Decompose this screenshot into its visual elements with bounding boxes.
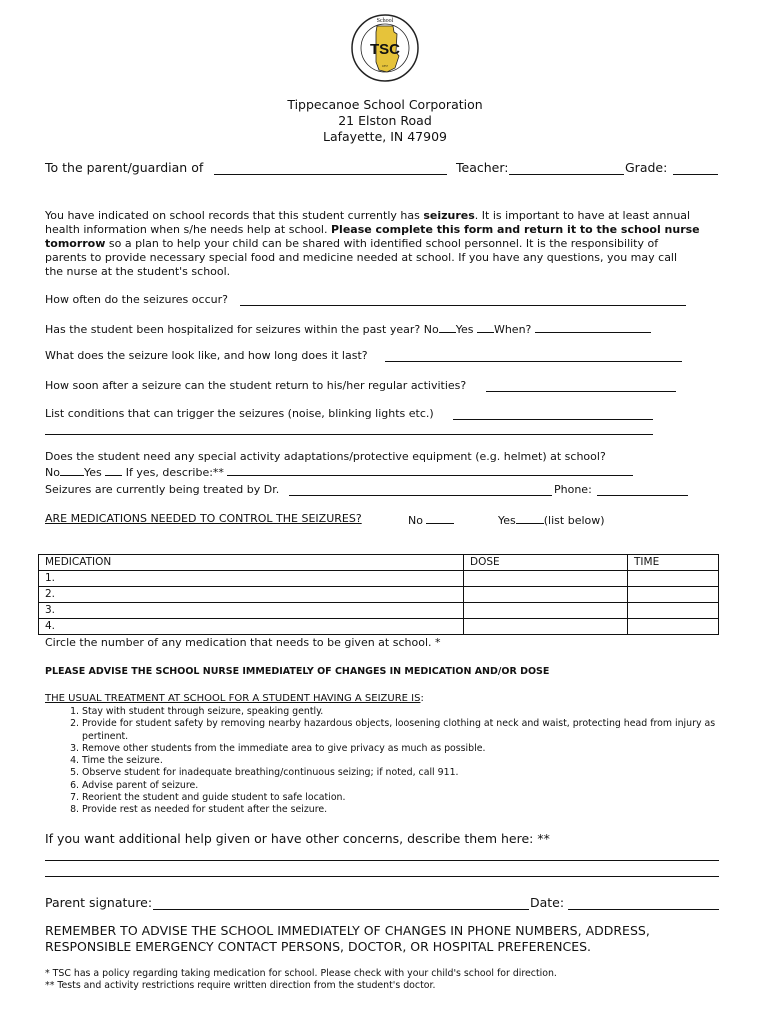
table-row[interactable] — [39, 603, 719, 619]
intro-line-3: tomorrow so a plan to help your child can be shared with identified school personnel. It is the responsibility of — [45, 237, 659, 250]
question-triggers: List conditions that can trigger the seizures (noise, blinking lights etc.) — [45, 407, 434, 420]
doctor-phone-label: Phone: — [554, 483, 592, 496]
time-cell[interactable] — [628, 603, 719, 619]
list-item: 4. Time the seizure. — [82, 755, 722, 767]
additional-help-field-1[interactable] — [45, 860, 719, 861]
list-item: 3. Remove other students from the immediate area to give privacy as much as possible. — [82, 743, 722, 755]
time-cell[interactable] — [628, 571, 719, 587]
medication-header: MEDICATION — [39, 555, 464, 571]
medications-no-blank[interactable] — [426, 512, 454, 524]
dose-header: DOSE — [464, 555, 628, 571]
grade-label: Grade: — [625, 160, 668, 175]
table-header-row — [39, 555, 719, 571]
time-cell[interactable] — [628, 619, 719, 635]
svg-text:1857: 1857 — [382, 64, 388, 68]
intro-line-1: You have indicated on school records that this student currently has seizures. It is important to have at least annual — [45, 209, 691, 222]
doctor-name-field[interactable] — [289, 495, 552, 496]
medication-note: Circle the number of any medication that needs to be given at school. * — [45, 636, 441, 649]
question-adaptations: Does the student need any special activity adaptations/protective equipment (e.g. helmet) at school? — [45, 450, 606, 463]
remember-line-2: RESPONSIBLE EMERGENCY CONTACT PERSONS, DOCTOR, OR HOSPITAL PREFERENCES. — [45, 939, 591, 954]
adaptations-no-blank[interactable] — [60, 464, 84, 476]
dose-cell[interactable] — [464, 571, 628, 587]
signature-date-label: Date: — [530, 895, 565, 910]
medication-cell[interactable]: 1. — [39, 571, 464, 587]
teacher-label: Teacher: — [456, 160, 509, 175]
parent-signature-label: Parent signature: — [45, 895, 153, 910]
question-hospitalized: Has the student been hospitalized for seizures within the past year? No Yes When? — [45, 321, 651, 336]
org-address: 21 Elston Road — [338, 113, 432, 128]
logo-initials: TSC — [370, 41, 400, 58]
list-item: 1. Stay with student through seizure, speaking gently. — [82, 706, 722, 718]
question-return-activities: How soon after a seizure can the student return to his/her regular activities? — [45, 379, 467, 392]
svg-text:School: School — [376, 18, 394, 24]
dose-cell[interactable] — [464, 603, 628, 619]
hospitalized-when-field[interactable] — [535, 321, 651, 333]
list-item: 2. Provide for student safety by removing nearby hazardous objects, loosening clothing at neck and waist, protecting head from injury as pertinent. — [82, 718, 722, 743]
parent-guardian-label: To the parent/guardian of — [45, 160, 204, 175]
list-item: 8. Provide rest as needed for student after the seizure. — [82, 804, 722, 816]
seizure-description-field[interactable] — [385, 361, 682, 362]
medications-yes: Yes (list below) — [498, 514, 605, 527]
medications-no: No — [408, 512, 454, 527]
question-seizure-frequency: How often do the seizures occur? — [45, 293, 228, 306]
grade-field[interactable] — [673, 174, 718, 175]
table-row[interactable] — [39, 571, 719, 587]
advise-nurse-notice: PLEASE ADVISE THE SCHOOL NURSE IMMEDIATELY OF CHANGES IN MEDICATION AND/OR DOSE — [45, 666, 550, 677]
hospitalized-no-blank[interactable] — [439, 321, 456, 333]
treating-doctor-label: Seizures are currently being treated by Dr. — [45, 483, 280, 496]
org-name: Tippecanoe School Corporation — [287, 97, 483, 112]
list-item: 7. Reorient the student and guide student to safe location. — [82, 792, 722, 804]
question-seizure-description: What does the seizure look like, and how long does it last? — [45, 349, 368, 362]
dose-cell[interactable] — [464, 587, 628, 603]
intro-line-4: parents to provide necessary special food and medicine needed at school. If you have any questions, you may call — [45, 251, 678, 264]
medications-needed-question: ARE MEDICATIONS NEEDED TO CONTROL THE SEIZURES? — [45, 512, 362, 525]
org-city: Lafayette, IN 47909 — [323, 129, 447, 144]
intro-line-2: health information when s/he needs help at school. Please complete this form and return it to the school nurse — [45, 223, 700, 236]
return-activities-field[interactable] — [486, 391, 676, 392]
list-item: 5. Observe student for inadequate breathing/continuous seizing; if noted, call 911. — [82, 767, 722, 779]
intro-line-5: the nurse at the student's school. — [45, 265, 231, 278]
medication-table — [38, 554, 719, 635]
adaptations-describe-field[interactable] — [227, 464, 633, 476]
time-cell[interactable] — [628, 587, 719, 603]
table-row[interactable] — [39, 587, 719, 603]
remember-line-1: REMEMBER TO ADVISE THE SCHOOL IMMEDIATELY OF CHANGES IN PHONE NUMBERS, ADDRESS, — [45, 923, 650, 938]
triggers-field-2[interactable] — [45, 434, 653, 435]
treatment-heading: THE USUAL TREATMENT AT SCHOOL FOR A STUDENT HAVING A SEIZURE IS: — [45, 693, 424, 704]
signature-date-field[interactable] — [568, 909, 719, 910]
dose-cell[interactable] — [464, 619, 628, 635]
footnote-1: * TSC has a policy regarding taking medication for school. Please check with your child's school for direction. — [45, 968, 557, 979]
additional-help-field-2[interactable] — [45, 876, 719, 877]
list-item: 6. Advise parent of seizure. — [82, 780, 722, 792]
additional-help-label: If you want additional help given or have other concerns, describe them here: ** — [45, 831, 550, 846]
footnote-2: ** Tests and activity restrictions require written direction from the student's doctor. — [45, 980, 436, 991]
medication-cell[interactable]: 2. — [39, 587, 464, 603]
medication-cell[interactable]: 4. — [39, 619, 464, 635]
treatment-list — [44, 706, 722, 817]
tsc-logo — [349, 12, 421, 84]
medications-yes-blank[interactable] — [516, 512, 544, 524]
hospitalized-yes-blank[interactable] — [477, 321, 494, 333]
teacher-field[interactable] — [509, 174, 624, 175]
adaptations-answer: No Yes If yes, describe:** — [45, 464, 633, 479]
table-row[interactable] — [39, 619, 719, 635]
medication-cell[interactable]: 3. — [39, 603, 464, 619]
adaptations-yes-blank[interactable] — [105, 464, 122, 476]
student-name-field[interactable] — [214, 174, 447, 175]
time-header: TIME — [628, 555, 719, 571]
triggers-field-1[interactable] — [453, 419, 653, 420]
doctor-phone-field[interactable] — [597, 495, 688, 496]
parent-signature-field[interactable] — [153, 909, 529, 910]
seizure-frequency-field[interactable] — [240, 305, 686, 306]
